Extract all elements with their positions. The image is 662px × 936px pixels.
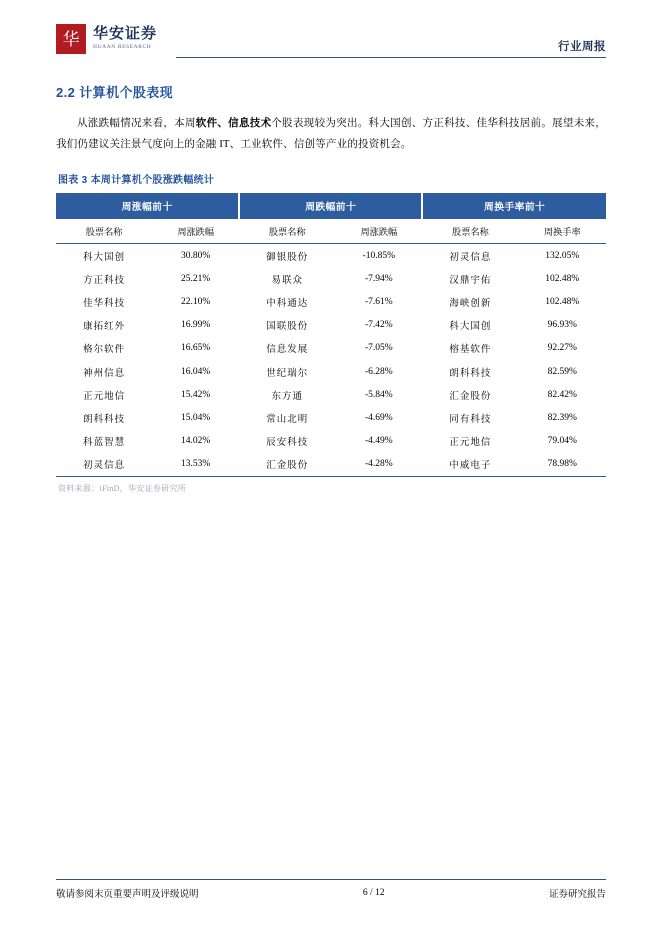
page-header xyxy=(56,0,606,72)
sub-header-turnover: 周换手率 xyxy=(519,219,606,244)
page-footer xyxy=(56,879,606,900)
cell-gainer-change: 15.04% xyxy=(181,412,211,423)
cell-turnover-value: 82.42% xyxy=(547,389,577,400)
cell-turnover-value: 132.05% xyxy=(545,250,580,261)
cell-gainer-name: 方正科技 xyxy=(83,275,126,286)
footer-divider xyxy=(56,879,606,880)
cell-loser-change: -5.84% xyxy=(364,389,393,400)
section-heading: 2.2 计算机个股表现 xyxy=(56,85,174,100)
cell-turnover-name: 朗科科技 xyxy=(449,368,492,379)
sub-header-name-2: 股票名称 xyxy=(239,219,335,244)
table-row xyxy=(56,360,606,383)
cell-turnover-name: 同有科技 xyxy=(449,414,492,425)
logo-company-name-cn: 华安证券 xyxy=(93,26,158,43)
cell-loser-change: -4.49% xyxy=(364,436,393,447)
cell-gainer-name: 正元地信 xyxy=(83,391,126,402)
cell-turnover-value: 82.59% xyxy=(547,366,577,377)
footer-disclaimer: 敬请参阅末页重要声明及评级说明 xyxy=(56,890,199,900)
cell-loser-name: 东方通 xyxy=(271,391,304,402)
table-row xyxy=(56,453,606,477)
cell-loser-change: -6.28% xyxy=(364,366,393,377)
paragraph-part-1: 从涨跌幅情况来看，本周 xyxy=(77,118,196,129)
cell-loser-name: 汇金股份 xyxy=(239,453,335,477)
document-type-label: 行业周报 xyxy=(550,38,606,54)
sub-header-change-2: 周涨跌幅 xyxy=(335,219,422,244)
cell-loser-change: -7.61% xyxy=(364,296,393,307)
cell-turnover-name: 初灵信息 xyxy=(449,252,492,263)
cell-turnover-value: 78.98% xyxy=(519,453,606,477)
cell-turnover-value: 82.39% xyxy=(547,412,577,423)
cell-gainer-change: 16.65% xyxy=(181,343,211,354)
cell-loser-change: -4.28% xyxy=(335,453,422,477)
table-row xyxy=(56,430,606,453)
paragraph-part-2: 个股表现较为突出。科大国创、方正科技、佳华科技居前。展望未来，我们仍建议关注景气度向上的金融 IT、工业软件、信创等产业的投资机会。 xyxy=(56,118,607,150)
cell-turnover-value: 92.27% xyxy=(547,343,577,354)
cell-gainer-name: 神州信息 xyxy=(83,368,126,379)
table-row xyxy=(56,314,606,337)
cell-loser-change: -10.85% xyxy=(362,250,396,261)
cell-turnover-name: 汉鼎宇佑 xyxy=(449,275,492,286)
cell-gainer-change: 14.02% xyxy=(181,436,211,447)
cell-loser-name: 易联众 xyxy=(271,275,304,286)
page-number: 6 / 12 xyxy=(362,888,385,898)
header-divider xyxy=(176,57,606,58)
cell-gainer-change: 13.53% xyxy=(152,453,239,477)
footer-report-label: 证券研究报告 xyxy=(548,890,606,900)
sub-header-name-3: 股票名称 xyxy=(422,219,518,244)
cell-turnover-name: 海峡创新 xyxy=(449,298,492,309)
table-row xyxy=(56,267,606,290)
group-header-turnover: 周换手率前十 xyxy=(422,193,606,219)
sub-header-change-1: 周涨跌幅 xyxy=(152,219,239,244)
cell-loser-change: -4.69% xyxy=(364,412,393,423)
cell-turnover-name: 中威电子 xyxy=(422,453,518,477)
cell-gainer-change: 30.80% xyxy=(181,250,211,261)
cell-gainer-name: 初灵信息 xyxy=(56,453,152,477)
logo-text-block xyxy=(93,27,157,51)
stock-performance-table xyxy=(56,193,606,477)
table-group-header-row xyxy=(56,193,606,219)
table-row xyxy=(56,383,606,406)
cell-loser-change: -7.94% xyxy=(364,273,393,284)
cell-loser-name: 常山北明 xyxy=(266,414,309,425)
cell-loser-name: 世纪瑞尔 xyxy=(266,368,309,379)
cell-gainer-change: 16.04% xyxy=(181,366,211,377)
cell-turnover-value: 102.48% xyxy=(545,296,580,307)
cell-turnover-value: 79.04% xyxy=(547,436,577,447)
paragraph-emphasis: 软件、信息技术 xyxy=(195,118,272,129)
section-paragraph xyxy=(56,113,606,155)
cell-loser-change: -7.42% xyxy=(364,320,393,331)
cell-turnover-name: 科大国创 xyxy=(449,322,492,333)
cell-turnover-name: 正元地信 xyxy=(449,438,492,449)
cell-gainer-name: 佳华科技 xyxy=(83,298,126,309)
logo-company-name-en: HUAAN RESEARCH xyxy=(93,43,152,50)
cell-turnover-name: 榕基软件 xyxy=(449,345,492,356)
table-row xyxy=(56,244,606,268)
group-header-gainers: 周涨幅前十 xyxy=(56,193,239,219)
cell-gainer-name: 科蓝智慧 xyxy=(83,438,126,449)
table-body xyxy=(56,244,606,477)
table-row xyxy=(56,406,606,429)
table-row xyxy=(56,290,606,313)
exhibit-title: 图表 3 本周计算机个股涨跌幅统计 xyxy=(58,175,215,186)
cell-turnover-name: 汇金股份 xyxy=(449,391,492,402)
cell-gainer-change: 25.21% xyxy=(181,273,211,284)
cell-gainer-name: 科大国创 xyxy=(83,252,126,263)
table-row xyxy=(56,337,606,360)
cell-gainer-change: 16.99% xyxy=(181,320,211,331)
exhibit-source: 资料来源：iFinD，华安证券研究所 xyxy=(58,483,187,493)
cell-loser-name: 信息发展 xyxy=(266,345,309,356)
cell-gainer-name: 朗科科技 xyxy=(83,414,126,425)
sub-header-name-1: 股票名称 xyxy=(56,219,152,244)
page-content xyxy=(56,82,606,494)
cell-gainer-change: 22.10% xyxy=(181,296,211,307)
cell-gainer-change: 15.42% xyxy=(181,389,211,400)
cell-gainer-name: 康拓红外 xyxy=(83,322,126,333)
cell-gainer-name: 格尔软件 xyxy=(83,345,126,356)
group-header-losers: 周跌幅前十 xyxy=(239,193,422,219)
cell-turnover-value: 96.93% xyxy=(547,320,577,331)
cell-loser-change: -7.05% xyxy=(364,343,393,354)
table-sub-header-row xyxy=(56,219,606,244)
cell-loser-name: 辰安科技 xyxy=(266,438,309,449)
logo-seal-icon: 华 xyxy=(56,24,86,54)
cell-loser-name: 国联股份 xyxy=(266,322,309,333)
cell-loser-name: 中科通达 xyxy=(266,298,309,309)
cell-turnover-value: 102.48% xyxy=(545,273,580,284)
company-logo xyxy=(56,24,157,54)
cell-loser-name: 御银股份 xyxy=(266,252,309,263)
